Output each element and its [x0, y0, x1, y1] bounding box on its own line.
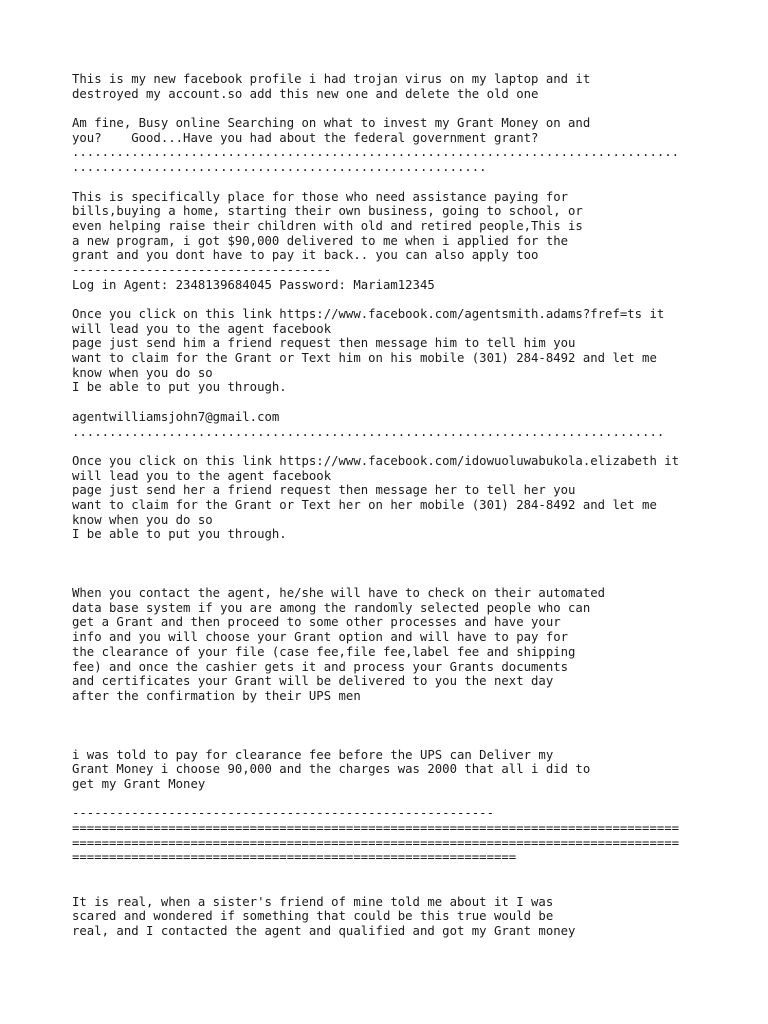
text-line: grant and you dont have to pay it back.. you can also apply too — [72, 248, 539, 263]
text-line: info and you will choose your Grant option and will have to pay for — [72, 630, 569, 645]
text-line: data base system if you are among the randomly selected people who can — [72, 600, 591, 615]
document-body — [72, 72, 712, 939]
text-line: know when you do so — [72, 512, 213, 527]
blank-line — [72, 718, 712, 733]
blank-line — [72, 865, 712, 880]
text-line: after the confirmation by their UPS men — [72, 688, 361, 703]
text-line: get a Grant and then proceed to some other processes and have your — [72, 615, 561, 630]
text-line: agentwilliamsjohn7@gmail.com — [72, 409, 280, 424]
text-line: want to claim for the Grant or Text him on his mobile (301) 284-8492 and let me — [72, 351, 657, 366]
blank-line — [72, 101, 712, 116]
text-line: the clearance of your file (case fee,file fee,label fee and shipping — [72, 644, 576, 659]
text-line: I be able to put you through. — [72, 527, 287, 542]
text-line: I be able to put you through. — [72, 380, 287, 395]
text-line: even helping raise their children with old and retired people,This is — [72, 218, 583, 233]
text-line: and certificates your Grant will be delivered to you the next day — [72, 674, 554, 689]
text-line: a new program, i got $90,000 delivered to me when i applied for the — [72, 233, 569, 248]
blank-line — [72, 292, 712, 307]
text-line: .................................................................................. — [72, 145, 680, 160]
text-line: ................................................................................ — [72, 424, 665, 439]
blank-line — [72, 571, 712, 586]
blank-line — [72, 704, 712, 719]
text-line: When you contact the agent, he/she will have to check on their automated — [72, 586, 606, 601]
text-line: destroyed my account.so add this new one and delete the old one — [72, 86, 539, 101]
blank-line — [72, 733, 712, 748]
blank-line — [72, 880, 712, 895]
blank-line — [72, 175, 712, 190]
text-line: ================================================================================== — [72, 821, 680, 836]
text-line: bills,buying a home, starting their own business, going to school, or — [72, 204, 583, 219]
blank-line — [72, 542, 712, 557]
text-line: know when you do so — [72, 365, 213, 380]
text-line: ----------------------------------- — [72, 262, 332, 277]
blank-line — [72, 395, 712, 410]
text-line: ........................................................ — [72, 160, 487, 175]
text-line: will lead you to the agent facebook — [72, 468, 332, 483]
text-line: i was told to pay for clearance fee before the UPS can Deliver my — [72, 747, 554, 762]
text-line: page just send him a friend request then message him to tell him you — [72, 336, 576, 351]
text-line: Log in Agent: 2348139684045 Password: Mariam12345 — [72, 277, 435, 292]
text-line: Am fine, Busy online Searching on what to invest my Grant Money on and — [72, 116, 591, 131]
blank-line — [72, 439, 712, 454]
blank-line — [72, 557, 712, 572]
text-line: Once you click on this link https://www.facebook.com/agentsmith.adams?fref=ts it — [72, 307, 665, 321]
text-line: will lead you to the agent facebook — [72, 321, 332, 336]
text-line: get my Grant Money — [72, 777, 206, 791]
text-line: Once you click on this link https://www.facebook.com/idowuoluwabukola.elizabeth it — [72, 453, 680, 468]
text-line: scared and wondered if something that could be this true would be — [72, 909, 554, 924]
text-line: page just send her a friend request then message her to tell her you — [72, 483, 576, 498]
text-line: you? Good...Have you had about the federal government grant? — [72, 130, 539, 145]
text-line: This is my new facebook profile i had trojan virus on my laptop and it — [72, 72, 591, 86]
text-line: This is specifically place for those who need assistance paying for — [72, 189, 569, 204]
text-line: Grant Money i choose 90,000 and the charges was 2000 that all i did to — [72, 762, 591, 777]
text-line: fee) and once the cashier gets it and process your Grants documents — [72, 659, 569, 674]
text-line: --------------------------------------------------------- — [72, 806, 494, 821]
text-line: want to claim for the Grant or Text her on her mobile (301) 284-8492 and let me — [72, 497, 657, 512]
text-line: real, and I contacted the agent and qualified and got my Grant money — [72, 923, 576, 938]
text-line: It is real, when a sister's friend of mine told me about it I was — [72, 894, 554, 909]
text-line: ================================================================================== — [72, 835, 680, 850]
text-line: ============================================================ — [72, 850, 517, 865]
blank-line — [72, 792, 712, 807]
